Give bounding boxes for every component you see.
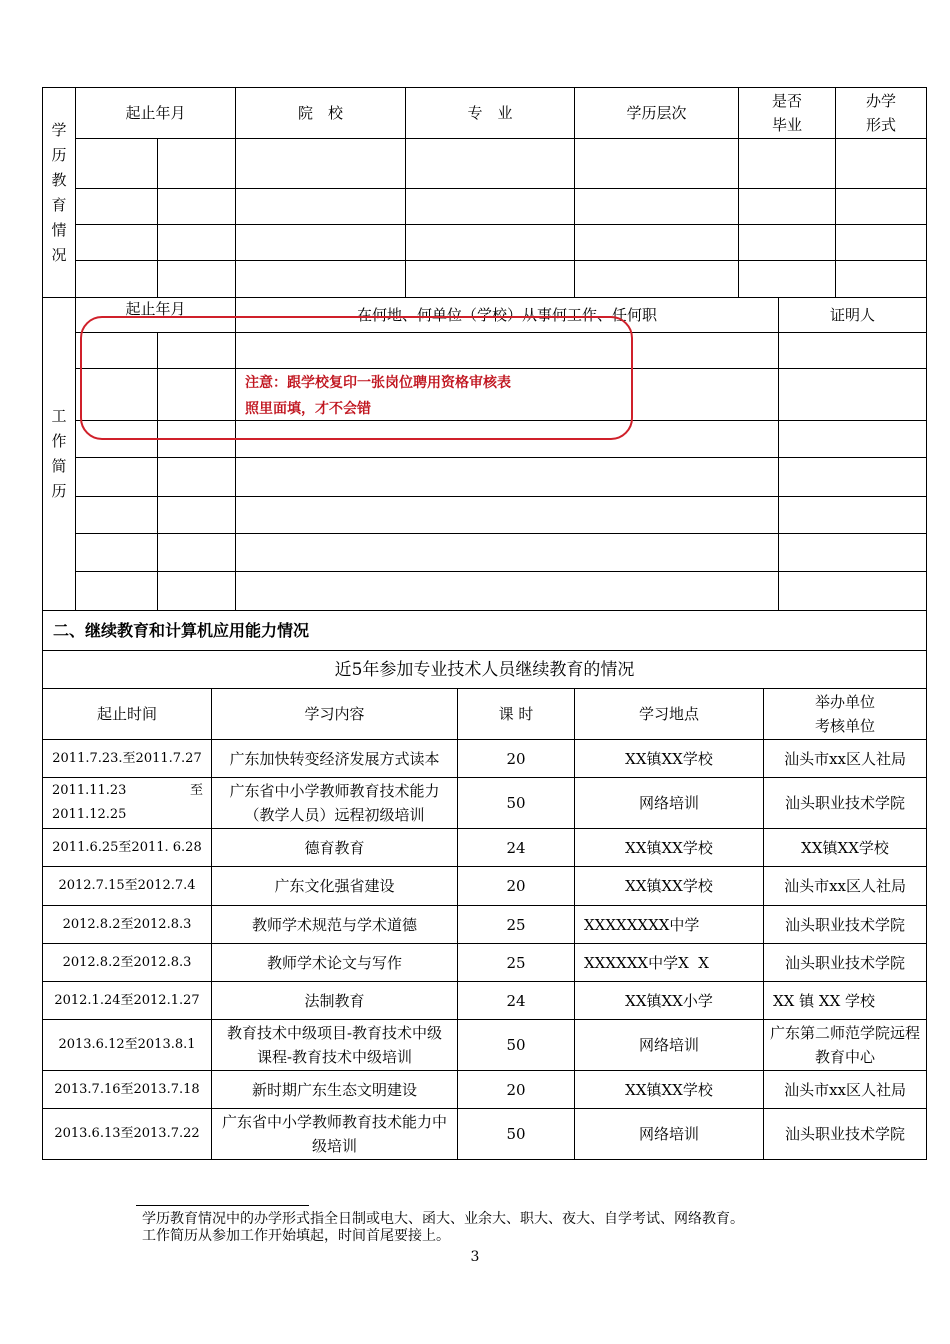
table-row: 2013.7.16至2013.7.18 新时期广东生态文明建设 20 XX镇XX学校 汕头市xx区人社局 (43, 1071, 927, 1109)
header-org: 举办单位 考核单位 (764, 689, 927, 740)
table-row: 2012.7.15至2012.7.4 广东文化强省建设 20 XX镇XX学校 汕头市xx区人社局 (43, 867, 927, 906)
table-row: 2013.6.13至2013.7.22 广东省中小学教师教育技术能力中级培训 50 网络培训 汕头职业技术学院 (43, 1109, 927, 1160)
continuing-education-table (42, 610, 927, 1160)
education-section-label: 学 历 教 育 情 况 (43, 88, 76, 298)
header-major: 专 业 (406, 88, 575, 139)
header-hours: 课 时 (458, 689, 575, 740)
education-row (43, 261, 927, 298)
section-subtitle: 近5年参加专业技术人员继续教育的情况 (43, 651, 927, 689)
footnote-divider (136, 1205, 309, 1206)
education-row (43, 139, 927, 189)
footnote-1: 学历教育情况中的办学形式指全日制或电大、函大、业余大、职大、夜大、自学考试、网络教育。 (142, 1211, 744, 1227)
table-row: 2012.1.24至2012.1.27 法制教育 24 XX镇XX小学 XX 镇 XX 学校 (43, 982, 927, 1020)
header-mode: 办学 形式 (836, 88, 927, 139)
header-school: 院 校 (236, 88, 406, 139)
header-time: 起止时间 (43, 689, 212, 740)
table-row: 2011.11.23 至 2011.12.25 广东省中小学教师教育技术能力（教学人员）远程初级培训 50 网络培训 汕头职业技术学院 (43, 778, 927, 829)
page-number: 3 (470, 1249, 480, 1265)
header-graduated: 是否 毕业 (739, 88, 836, 139)
work-row (43, 458, 927, 497)
table-row: 2012.8.2至2012.8.3 教师学术规范与学术道德 25 XXXXXXXX中学 汕头职业技术学院 (43, 906, 927, 944)
education-row (43, 189, 927, 225)
work-header-detail: 在何地、何单位（学校）从事何工作、任何职 (236, 298, 779, 333)
header-period: 起止年月 (76, 88, 236, 139)
work-header-period: 起止年月 (76, 298, 236, 333)
table-row: 2011.7.23.至2011.7.27 广东加快转变经济发展方式读本 20 XX镇XX学校 汕头市xx区人社局 (43, 740, 927, 778)
table-row: 2012.8.2至2012.8.3 教师学术论文与写作 25 XXXXXX中学X X 汕头职业技术学院 (43, 944, 927, 982)
note-line-2: 照里面填，才不会错 (245, 401, 371, 417)
section-title: 二、继续教育和计算机应用能力情况 (43, 611, 927, 651)
footnote-2: 工作简历从参加工作开始填起，时间首尾要接上。 (142, 1228, 450, 1244)
work-header-witness: 证明人 (779, 298, 927, 333)
work-row (43, 534, 927, 572)
table-row: 2013.6.12至2013.8.1 教育技术中级项目-教育技术中级课程-教育技术中级培训 50 网络培训 广东第二师范学院远程教育中心 (43, 1020, 927, 1071)
education-table (42, 87, 927, 298)
work-row (43, 497, 927, 534)
header-level: 学历层次 (575, 88, 739, 139)
header-content: 学习内容 (212, 689, 458, 740)
work-row (43, 572, 927, 611)
note-line-1: 注意：跟学校复印一张岗位聘用资格审核表 (245, 375, 511, 391)
table-row: 2011.6.25至2011. 6.28 德育教育 24 XX镇XX学校 XX镇XX学校 (43, 829, 927, 867)
header-place: 学习地点 (575, 689, 764, 740)
work-section-label: 工 作 简 历 (43, 298, 76, 611)
education-row (43, 225, 927, 261)
